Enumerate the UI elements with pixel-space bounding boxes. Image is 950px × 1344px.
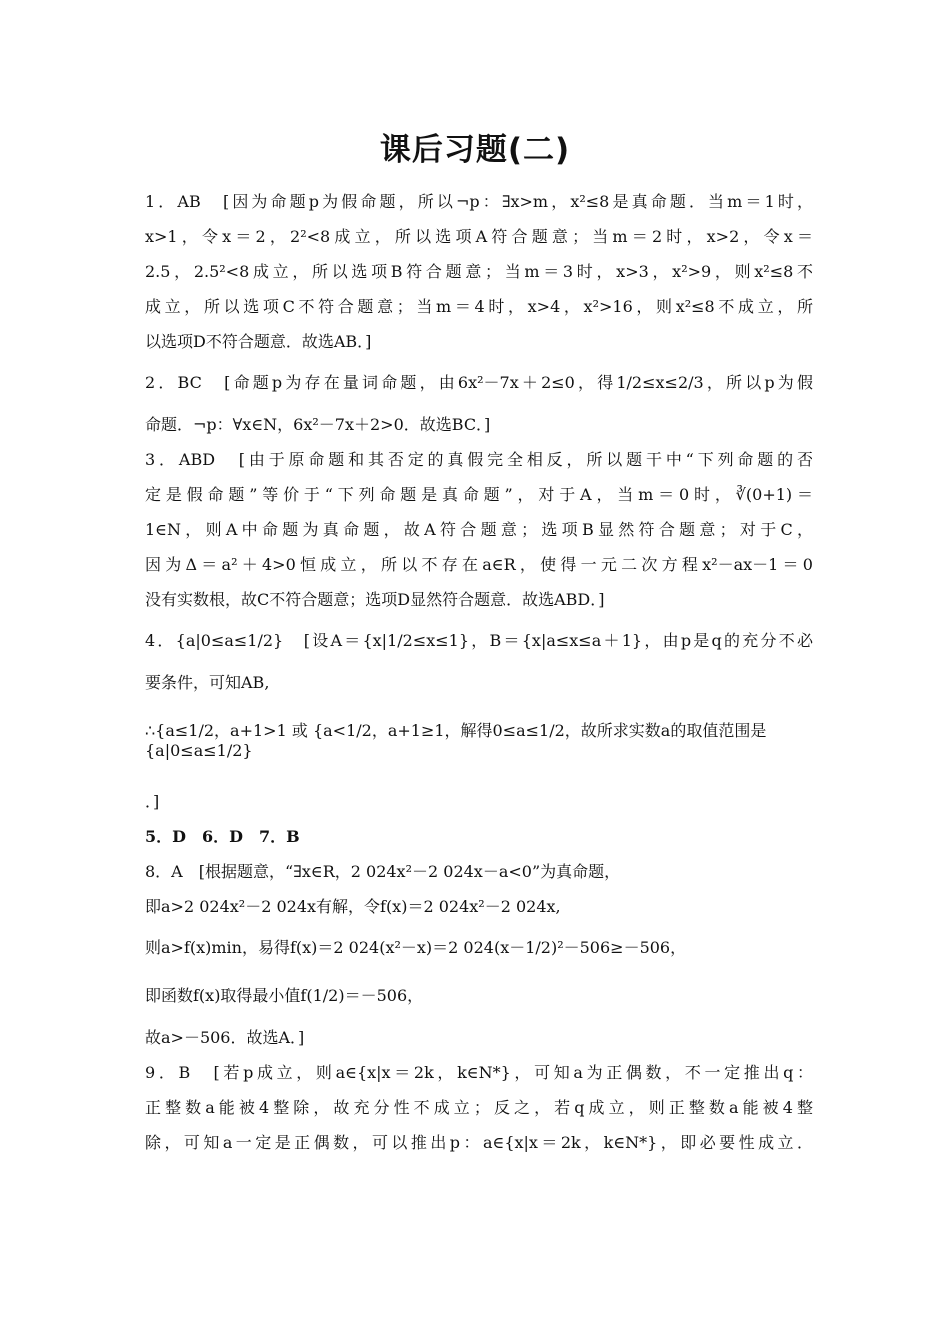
line-23: 9．B [若p成立，则a∈{x|x＝2k，k∈N*}，可知a为正偶数，不一定推出q： bbox=[145, 1063, 813, 1082]
line-19: 即a>2 024x²－2 024x有解，令f(x)＝2 024x²－2 024x, bbox=[145, 897, 561, 916]
answer-body bbox=[145, 184, 813, 1160]
line-5: 以选项D不符合题意．故选AB．] bbox=[145, 332, 372, 351]
line-11: 因为Δ＝a²＋4>0恒成立，所以不存在a∈R，使得一元二次方程x²－ax－1＝0 bbox=[145, 555, 813, 574]
line-6: 2．BC [命题p为存在量词命题，由6x²－7x＋2≤0，得1/2≤x≤2/3，所以p为假 bbox=[145, 373, 813, 392]
line-1: 1．AB [因为命题p为假命题，所以¬p：∃x>m，x²≤8是真命题．当m＝1时， bbox=[145, 192, 813, 211]
line-17: 5．D 6．D 7．B bbox=[145, 827, 300, 846]
line-24: 正整数a能被4整除，故充分性不成立；反之，若q成立，则正整数a能被4整 bbox=[145, 1098, 813, 1117]
line-7: 命题．¬p：∀x∈N，6x²－7x＋2>0．故选BC．] bbox=[145, 415, 491, 434]
line-3: 2.5，2.5²<8成立，所以选项B符合题意；当m＝3时，x>3，x²>9，则x²≤8不 bbox=[145, 262, 813, 281]
line-9: 定是假命题”等价于“下列命题是真命题”，对于A，当m＝0时，∛(0+1)＝ bbox=[145, 485, 813, 504]
line-14: 要条件，可知AB, bbox=[145, 673, 270, 692]
line-12: 没有实数根，故C不符合题意；选项D显然符合题意．故选ABD．] bbox=[145, 590, 605, 609]
line-18: 8．A [根据题意，“∃x∈R，2 024x²－2 024x－a<0”为真命题， bbox=[145, 862, 621, 881]
line-15: ∴{a≤1/2，a+1>1 或 {a<1/2，a+1≥1，解得0≤a≤1/2，故所求实数a的取值范围是{a|0≤a≤1/2} bbox=[145, 721, 767, 760]
line-20: 则a>f(x)min，易得f(x)＝2 024(x²－x)＝2 024(x－1/2)²－506≥－506， bbox=[145, 938, 687, 957]
line-16: ．] bbox=[145, 792, 160, 811]
line-4: 成立，所以选项C不符合题意；当m＝4时，x>4，x²>16，则x²≤8不成立，所 bbox=[145, 297, 813, 316]
line-8: 3．ABD [由于原命题和其否定的真假完全相反，所以题干中“下列命题的否 bbox=[145, 450, 813, 469]
line-25: 除，可知a一定是正偶数，可以推出p：a∈{x|x＝2k，k∈N*}，即必要性成立． bbox=[145, 1133, 813, 1152]
line-21: 即函数f(x)取得最小值f(1/2)＝－506， bbox=[145, 986, 424, 1005]
page-title: 课后习题(二) bbox=[379, 132, 571, 168]
line-22: 故a>－506．故选A．] bbox=[145, 1028, 305, 1047]
line-13: 4．{a|0≤a≤1/2} [设A＝{x|1/2≤x≤1}，B＝{x|a≤x≤a＋1}，由p是q的充分不必 bbox=[145, 631, 813, 650]
line-10: 1∈N，则A中命题为真命题，故A符合题意；选项B显然符合题意；对于C， bbox=[145, 520, 813, 539]
line-2: x>1，令x＝2，2²<8成立，所以选项A符合题意；当m＝2时，x>2，令x＝ bbox=[145, 227, 813, 246]
